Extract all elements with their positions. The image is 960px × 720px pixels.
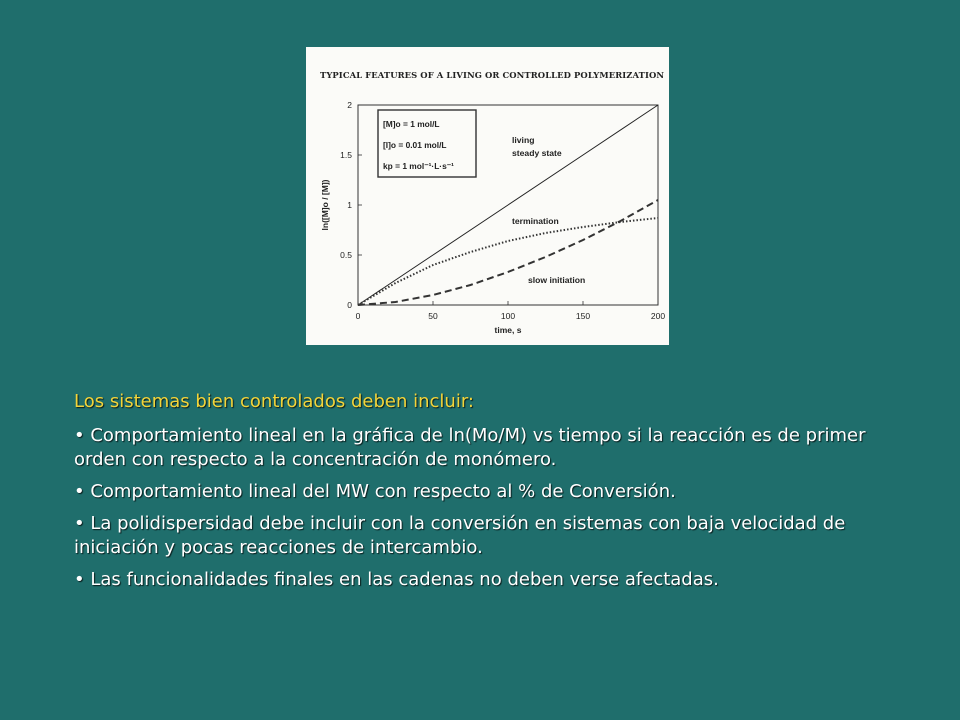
bullet-linear-mw: • Comportamiento lineal del MW con respecto al % de Conversión.: [74, 481, 676, 502]
slide-text: [74, 390, 894, 600]
legend-line: kp = 1 mol⁻¹·L·s⁻¹: [383, 161, 454, 171]
y-tick-label: 0.5: [340, 250, 352, 260]
slide-heading: Los sistemas bien controlados deben incluir:: [74, 391, 474, 412]
y-tick-label: 0: [347, 300, 352, 310]
y-tick-label: 1: [347, 200, 352, 210]
chart-svg: [306, 47, 669, 345]
y-tick-label: 1.5: [340, 150, 352, 160]
annotation-living: living: [512, 135, 535, 145]
series-line-termination: [358, 218, 658, 305]
x-tick-label: 100: [500, 311, 516, 321]
annotation-steady-state: steady state: [512, 148, 562, 158]
bullet-linear-ln-plot: • Comportamiento lineal en la gráfica de ln(Mo/M) vs tiempo si la reacción es de primer orden con respecto a la concentración de monómero.: [74, 425, 866, 470]
x-tick-label: 50: [428, 311, 438, 321]
polymerization-chart-figure: [306, 47, 669, 345]
annotation-termination: termination: [512, 216, 559, 226]
x-tick-label: 0: [355, 311, 361, 321]
series-line-slow-initiation: [358, 200, 658, 305]
chart-title: TYPICAL FEATURES OF A LIVING OR CONTROLLED POLYMERIZATION: [320, 70, 665, 80]
x-tick-label: 150: [575, 311, 591, 321]
y-tick-label: 2: [347, 100, 352, 110]
bullet-end-functionality: • Las funcionalidades finales en las cadenas no deben verse afectadas.: [74, 569, 719, 590]
series-line-living: [358, 105, 658, 305]
x-tick-label: 200: [650, 311, 666, 321]
x-axis-label: time, s: [494, 325, 522, 335]
legend-line: [M]o = 1 mol/L: [383, 119, 440, 129]
y-axis-label: ln([M]o / [M]): [320, 179, 330, 231]
legend-line: [I]o = 0.01 mol/L: [383, 140, 447, 150]
bullet-polydispersity: • La polidispersidad debe incluir con la conversión en sistemas con baja velocidad de iniciación y pocas reacciones de intercambio.: [74, 513, 846, 558]
annotation-slow-initiation: slow initiation: [528, 275, 586, 285]
